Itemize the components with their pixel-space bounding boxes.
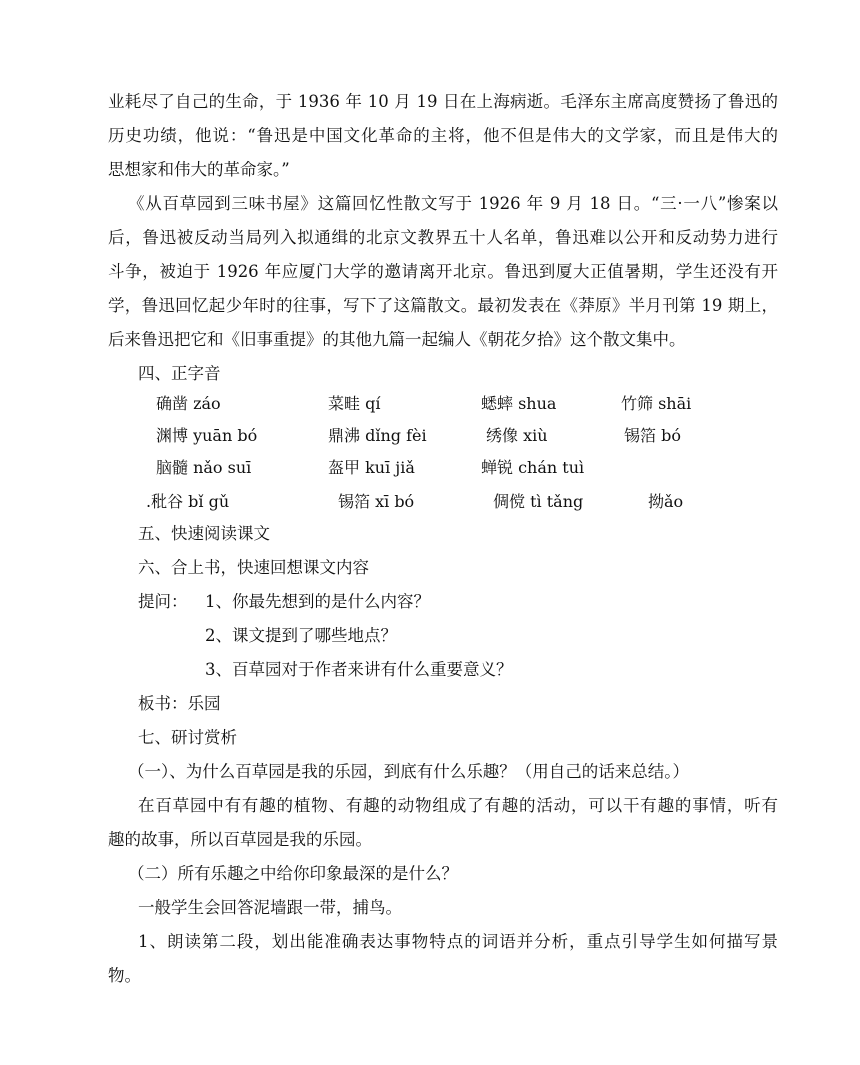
- pinyin-item: 蟋蟀 shua: [481, 394, 557, 413]
- item-1-line-1: 1、朗读第二段，划出能准确表达事物特点的词语并分析，重点引导学生如何描写景: [138, 932, 778, 951]
- pinyin-item: 竹筛 shāi: [621, 394, 692, 413]
- question-1: 1、你最先想到的是什么内容？: [205, 592, 430, 611]
- question-2: 2、课文提到了哪些地点？: [205, 626, 397, 645]
- subquestion-2: （二）所有乐趣之中给你印象最深的是什么？: [128, 864, 458, 883]
- pinyin-item: 菜畦 qí: [328, 394, 381, 413]
- background-line-5: 后来鲁迅把它和《旧事重提》的其他九篇一起编人《朝花夕拾》这个散文集中。: [108, 330, 686, 349]
- section6-heading: 六、合上书，快速回想课文内容: [138, 558, 369, 577]
- intro-line-3: 思想家和伟大的革命家。”: [108, 160, 290, 179]
- answer-1-line-1: 在百草园中有有趣的植物、有趣的动物组成了有趣的活动，可以干有趣的事情，听有: [138, 796, 778, 815]
- pinyin-item: 拗ǎo: [648, 492, 684, 511]
- pinyin-item: 渊博 yuān bó: [156, 426, 258, 445]
- item-1-line-2: 物。: [108, 966, 141, 985]
- pinyin-item: 倜傥 tì tǎng: [493, 492, 584, 511]
- pinyin-item: 确凿 záo: [156, 394, 221, 413]
- answer-2: 一般学生会回答泥墙跟一带，捕鸟。: [138, 898, 402, 917]
- board-note: 板书：乐园: [138, 694, 221, 713]
- pinyin-item: .秕谷 bǐ gǔ: [146, 492, 230, 511]
- pinyin-item: 鼎沸 dǐng fèi: [328, 426, 427, 445]
- section4-heading: 四、正字音: [138, 364, 221, 383]
- intro-line-1: 业耗尽了自己的生命，于 1936 年 10 月 19 日在上海病逝。毛泽东主席高度赞扬了鲁迅的: [108, 92, 778, 111]
- background-line-2: 后，鲁迅被反动当局列入拟通缉的北京文教界五十人名单，鲁迅难以公开和反动势力进行: [108, 228, 778, 247]
- pinyin-item: 绣像 xiù: [486, 426, 548, 445]
- answer-1-line-2: 趣的故事，所以百草园是我的乐园。: [108, 830, 372, 849]
- pinyin-item: 锡箔 bó: [624, 426, 681, 445]
- section7-heading: 七、研讨赏析: [138, 728, 237, 747]
- pinyin-item: 蝉锐 chán tuì: [481, 458, 585, 477]
- question-3: 3、百草园对于作者来讲有什么重要意义？: [205, 660, 513, 679]
- intro-line-2: 历史功绩，他说：“鲁迅是中国文化革命的主将，他不但是伟大的文学家，而且是伟大的: [108, 126, 778, 145]
- ask-label: 提问：: [138, 592, 188, 611]
- section5-heading: 五、快速阅读课文: [138, 524, 270, 543]
- subquestion-1: （一）、为什么百草园是我的乐园，到底有什么乐趣？（用自己的话来总结。）: [128, 762, 689, 781]
- pinyin-item: 盔甲 kuī jiǎ: [328, 458, 415, 477]
- pinyin-item: 脑髓 nǎo suī: [156, 458, 252, 477]
- pinyin-item: 锡箔 xī bó: [338, 492, 415, 511]
- background-line-4: 学，鲁迅回忆起少年时的往事，写下了这篇散文。最初发表在《莽原》半月刊第 19 期上，: [108, 296, 778, 315]
- background-line-3: 斗争，被迫于 1926 年应厦门大学的邀请离开北京。鲁迅到厦大正值暑期，学生还没有开: [108, 262, 778, 281]
- background-line-1: 《从百草园到三味书屋》这篇回忆性散文写于 1926 年 9 月 18 日。“三·一八”惨案以: [128, 194, 778, 213]
